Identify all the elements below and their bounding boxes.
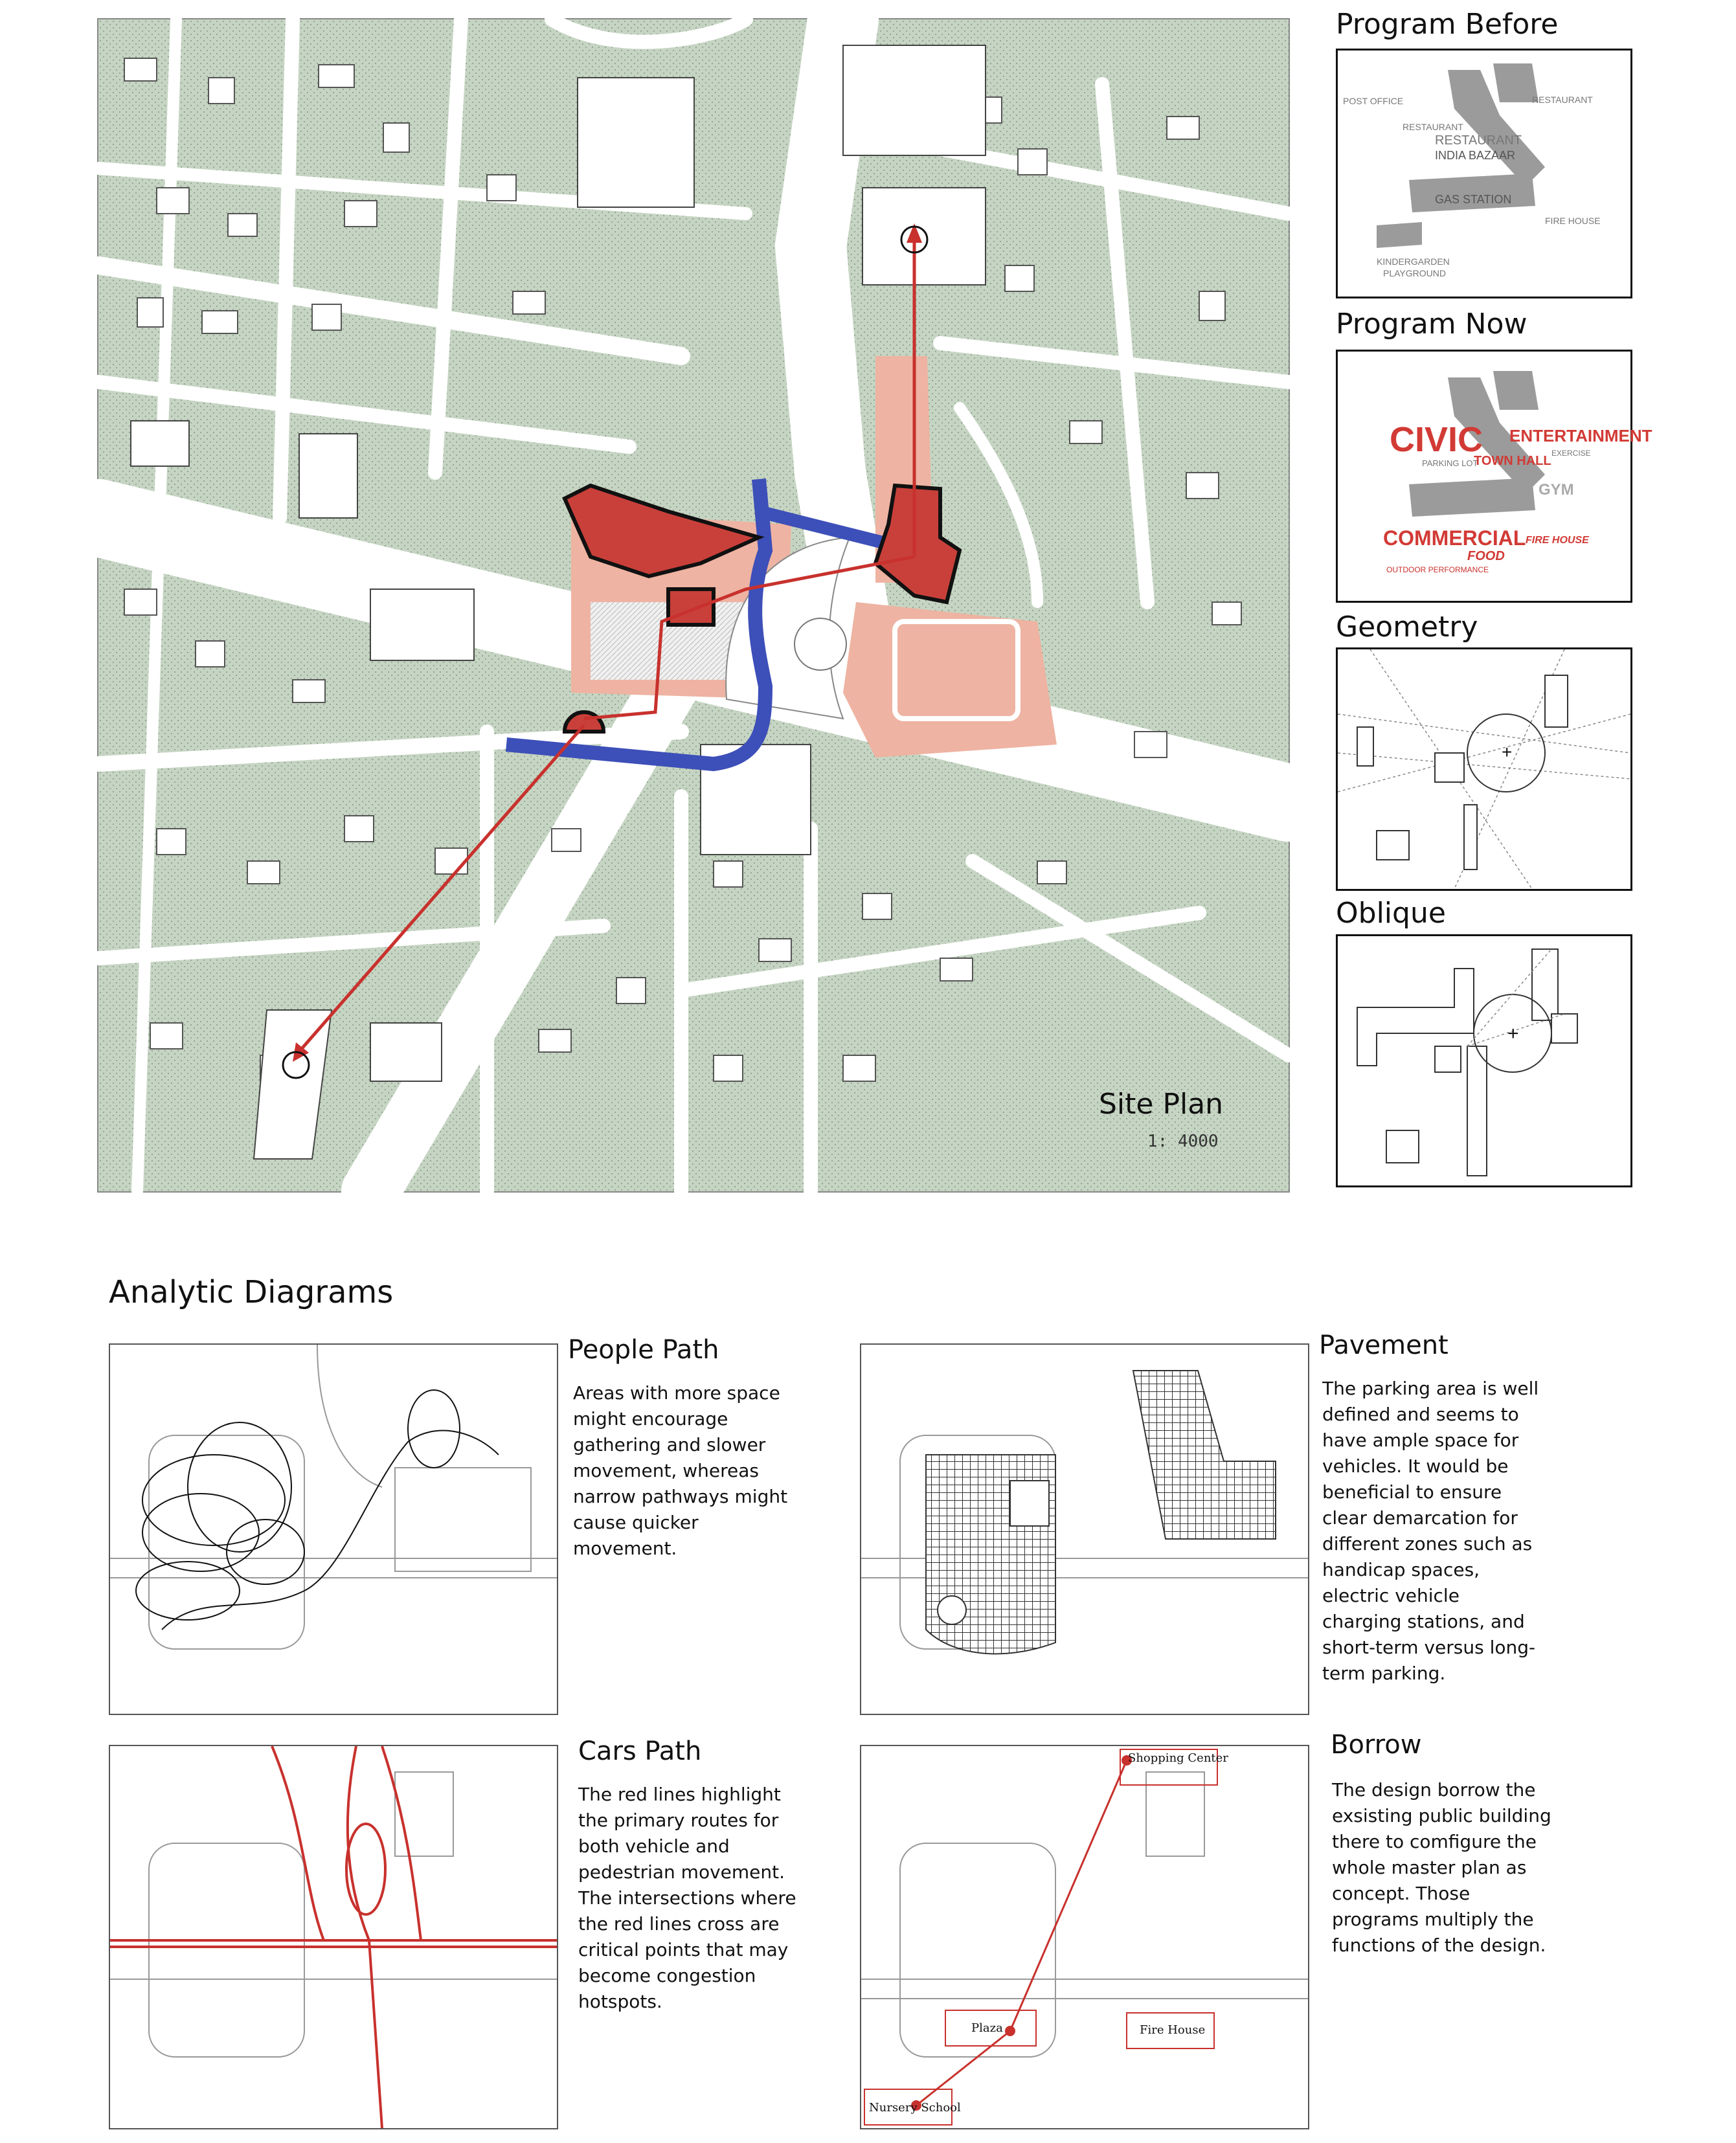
site-plan-drawing xyxy=(98,19,1289,1191)
label-town-hall: TOWN HALL xyxy=(1474,454,1551,468)
label-playground: PLAYGROUND xyxy=(1383,268,1446,278)
borrow-diagram xyxy=(861,1746,1308,2128)
people-path-title: People Path xyxy=(568,1335,719,1365)
program-before-panel xyxy=(1336,49,1632,298)
label-kindergarden: KINDERGARDEN xyxy=(1377,256,1450,267)
borrow-label-plaza: Plaza xyxy=(971,2021,1003,2035)
site-plan-map xyxy=(97,18,1290,1193)
cars-path-text: The red lines highlight the primary routes for both vehicle and pedestrian movement. The intersections where the red lines cross are critical points that may become congestion hotspots. xyxy=(578,1784,796,2012)
label-post-office: POST OFFICE xyxy=(1343,96,1404,106)
cars-path-title: Cars Path xyxy=(578,1736,702,1766)
label-gas-station: GAS STATION xyxy=(1435,193,1512,206)
label-food: FOOD xyxy=(1467,549,1505,563)
cars-path-diagram xyxy=(110,1746,557,2128)
pavement-panel xyxy=(860,1343,1309,1715)
geometry-diagram xyxy=(1338,649,1630,889)
program-now-panel xyxy=(1336,350,1652,603)
borrow-text: The design borrow the exsisting public building there to comfigure the whole master plan as concept. Those programs multiply the functions of the design. xyxy=(1332,1779,1551,1956)
people-path-diagram xyxy=(110,1345,557,1714)
label-parking-lot: PARKING LOT xyxy=(1422,458,1478,468)
oblique-title: Oblique xyxy=(1336,897,1446,930)
label-restaurant-3: RESTAURANT xyxy=(1435,133,1522,148)
borrow-label-shopping: Shopping Center xyxy=(1128,1751,1228,1765)
geometry-panel xyxy=(1336,647,1632,891)
label-fire-house-now: FIRE HOUSE xyxy=(1526,535,1589,546)
label-exercise: EXERCISE xyxy=(1551,449,1591,458)
site-plan-scale: 1: 4000 xyxy=(1147,1132,1219,1151)
people-path-text: Areas with more space might encourage gathering and slower movement, whereas narrow pathways might cause quicker movement. xyxy=(573,1382,788,1559)
label-india-bazaar: INDIA BAZAAR xyxy=(1435,149,1516,162)
pavement-diagram xyxy=(861,1345,1308,1714)
people-path-panel xyxy=(109,1343,558,1715)
cars-path-panel xyxy=(109,1745,558,2129)
borrow-panel xyxy=(860,1745,1309,2129)
label-gym: GYM xyxy=(1539,481,1574,499)
pavement-title: Pavement xyxy=(1319,1330,1449,1360)
label-outdoor: OUTDOOR PERFORMANCE xyxy=(1386,565,1489,574)
borrow-label-nursery: Nursery School xyxy=(869,2101,961,2115)
svg-text:+: + xyxy=(1502,742,1513,762)
oblique-panel xyxy=(1336,934,1632,1187)
geometry-title: Geometry xyxy=(1336,611,1478,644)
borrow-label-fire-house: Fire House xyxy=(1140,2023,1206,2037)
label-commercial: COMMERCIAL xyxy=(1383,526,1526,550)
label-entertainment: ENTERTAINMENT xyxy=(1509,426,1652,445)
label-fire-house: FIRE HOUSE xyxy=(1545,216,1601,226)
label-restaurant-1: RESTAURANT xyxy=(1532,95,1593,105)
analytic-title: Analytic Diagrams xyxy=(109,1274,394,1310)
label-civic: CIVIC xyxy=(1390,420,1483,459)
pavement-text: The parking area is well defined and seems to have ample space for vehicles. It would be beneficial to ensure clear demarcation for different zones such as handicap spaces, electric vehicle charging stations, and short-term versus long-term parking. xyxy=(1322,1378,1539,1684)
program-now-title: Program Now xyxy=(1336,308,1527,341)
svg-text:+: + xyxy=(1507,1023,1519,1044)
label-restaurant-2: RESTAURANT xyxy=(1403,122,1463,132)
site-plan-title: Site Plan xyxy=(1099,1088,1224,1121)
borrow-title: Borrow xyxy=(1331,1730,1422,1760)
program-before-title: Program Before xyxy=(1336,8,1559,41)
oblique-diagram xyxy=(1338,936,1630,1185)
